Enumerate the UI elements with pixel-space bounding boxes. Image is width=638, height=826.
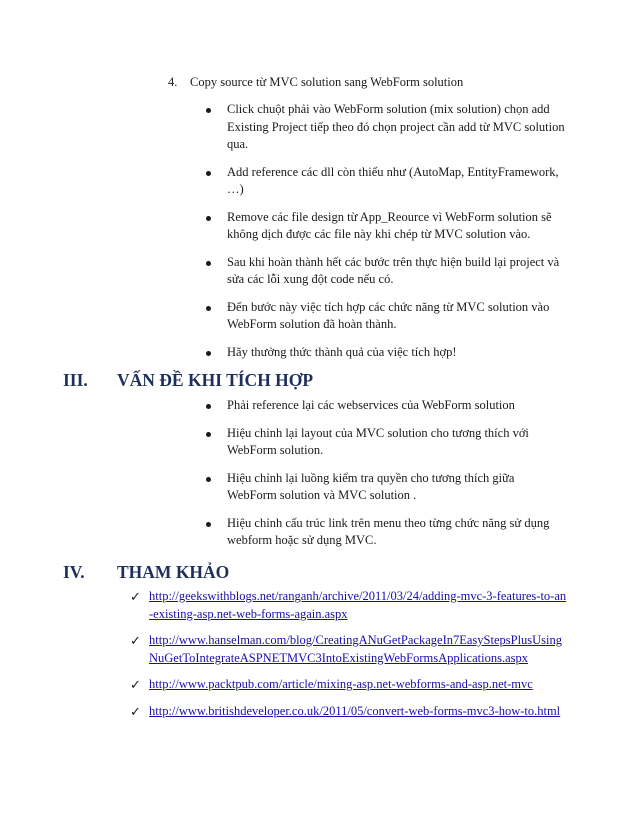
list-item (206, 254, 566, 289)
bullet-icon (206, 171, 211, 176)
step-4 (168, 74, 463, 91)
bullet-icon (206, 216, 211, 221)
list-item-text: Remove các file design từ App_Reource vì WebForm solution sẽ không dịch được các file này khi chép từ MVC solution vào. (227, 209, 552, 241)
reference-link[interactable]: http://www.hanselman.com/blog/CreatingANuGetPackageIn7EasyStepsPlusUsingNuGetToIntegrateASPNETMVC3IntoExistingWebFormsApplications.aspx (149, 633, 563, 665)
list-item-text: Hiệu chỉnh lại luồng kiểm tra quyền cho tương thích giữa WebForm solution và MVC solution . (227, 470, 515, 502)
section-title: THAM KHẢO (117, 562, 230, 582)
reference-link-list (130, 588, 570, 729)
section-iii-bullet-list (206, 397, 566, 560)
step-text: Copy source từ MVC solution sang WebForm solution (190, 75, 464, 89)
list-item-text: Hiệu chỉnh lại layout của MVC solution cho tương thích với WebForm solution. (227, 425, 529, 457)
bullet-icon (206, 477, 211, 482)
reference-link[interactable]: http://www.packtpub.com/article/mixing-asp.net-webforms-and-asp.net-mvc (149, 677, 533, 691)
list-item-text: Hiệu chỉnh cấu trúc link trên menu theo từng chức năng sử dụng webform hoặc sử dụng MVC. (227, 515, 550, 547)
list-item (206, 209, 566, 244)
step-4-bullet-list (206, 101, 566, 371)
section-title: VẤN ĐỀ KHI TÍCH HỢP (117, 370, 314, 390)
list-item (130, 676, 570, 694)
list-item-text: Hãy thưởng thức thành quả của việc tích hợp! (227, 344, 457, 359)
list-item (130, 588, 570, 623)
bullet-icon (206, 306, 211, 311)
bullet-icon (206, 432, 211, 437)
list-item (206, 101, 566, 154)
list-item-text: Đến bước này việc tích hợp các chức năng từ MVC solution vào WebForm solution đã hoàn thành. (227, 299, 550, 331)
list-item-text: Sau khi hoàn thành hết các bước trên thực hiện build lại project và sửa các lỗi xung đột code nếu có. (227, 254, 560, 286)
list-item-text: Click chuột phải vào WebForm solution (mix solution) chọn add Existing Project tiếp theo đó chọn project cần add từ MVC solution qua. (227, 102, 565, 151)
checkmark-icon: ✓ (130, 677, 141, 692)
list-item (206, 299, 566, 334)
section-number: IV. (63, 562, 85, 582)
section-heading-iii (63, 370, 313, 390)
bullet-icon (206, 351, 211, 356)
bullet-icon (206, 261, 211, 266)
list-item (206, 470, 566, 505)
reference-link[interactable]: http://www.britishdeveloper.co.uk/2011/05/convert-web-forms-mvc3-how-to.html (149, 703, 561, 718)
list-item (206, 397, 566, 415)
list-item (206, 515, 566, 550)
bullet-icon (206, 522, 211, 527)
list-item-text: Add reference các dll còn thiếu như (AutoMap, EntityFramework, …) (227, 164, 559, 196)
list-item (130, 632, 570, 667)
bullet-icon (206, 404, 211, 409)
list-item (130, 703, 570, 721)
list-item (206, 344, 566, 362)
list-item (206, 425, 566, 460)
list-item-text: Phải reference lại các webservices của WebForm solution (227, 398, 515, 412)
section-heading-iv (63, 562, 229, 582)
reference-link[interactable]: http://geekswithblogs.net/ranganh/archive/2011/03/24/adding-mvc-3-features-to-an-existing-asp.net-web-forms-again.aspx (149, 589, 567, 621)
section-number: III. (63, 370, 88, 390)
checkmark-icon: ✓ (130, 633, 141, 648)
bullet-icon (206, 108, 211, 113)
step-number: 4. (168, 75, 178, 89)
list-item (206, 164, 566, 199)
checkmark-icon: ✓ (130, 703, 141, 719)
checkmark-icon: ✓ (130, 589, 141, 604)
